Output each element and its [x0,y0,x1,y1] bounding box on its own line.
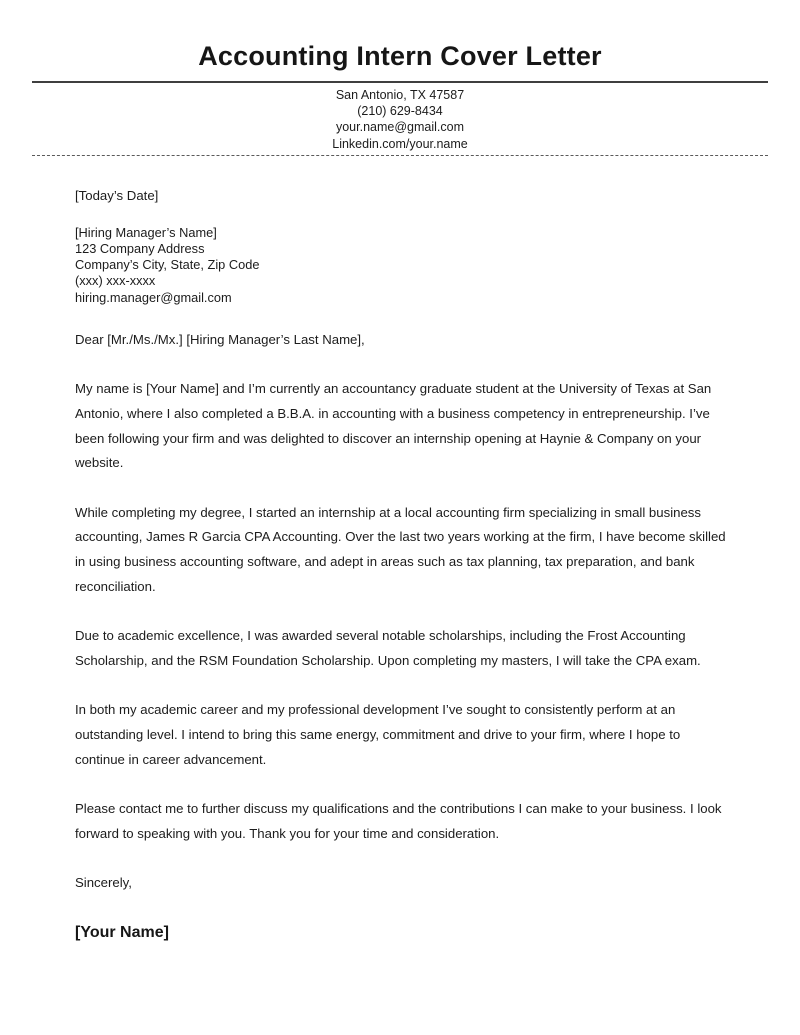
letter-body [75,187,728,943]
contact-linkedin: Linkedin.com/your.name [332,136,468,151]
page-title: Accounting Intern Cover Letter [198,41,602,71]
recipient-name: [Hiring Manager’s Name] [75,224,217,240]
paragraph-introduction: My name is [Your Name] and I’m currently an accountancy graduate student at the University of Texas at San Antonio, where I also completed a B.B.A. in accounting with a business competency in entrepreneurship. I’ve been following your firm and was delighted to discover an internship opening at Haynie & Company on your website. [75,381,712,471]
paragraph-experience: While completing my degree, I started an internship at a local accounting firm specializing in small business accounting, James R Garcia CPA Accounting. Over the last two years working at the firm, I have become skilled in using business accounting software, and adept in areas such as tax planning, tax preparation, and bank reconciliation. [75,504,726,594]
recipient-phone: (xxx) xxx-xxxx [75,273,156,289]
date-placeholder: [Today’s Date] [75,187,159,203]
recipient-street-address: 123 Company Address [75,241,205,257]
contact-phone: (210) 629-8434 [357,104,443,119]
salutation: Dear [Mr./Ms./Mx.] [Hiring Manager’s Last Name], [75,331,365,347]
contact-block [0,83,800,152]
header-dashed-divider [32,155,768,156]
recipient-city-state-zip: Company’s City, State, Zip Code [75,257,260,273]
paragraph-scholarships: Due to academic excellence, I was awarded several notable scholarships, including the Frost Accounting Scholarship, and the RSM Foundation Scholarship. Upon completing my masters, I will take the CPA exam. [75,628,701,668]
paragraph-motivation: In both my academic career and my professional development I’ve sought to consistently perform at an outstanding level. I intend to bring this same energy, commitment and drive to your firm, where I hope to continue in career advancement. [75,702,681,767]
recipient-block [75,225,728,306]
signature-name-placeholder: [Your Name] [75,923,169,941]
closing-salutation: Sincerely, [75,875,132,891]
contact-email: your.name@gmail.com [335,120,464,135]
contact-location: San Antonio, TX 47587 [335,88,465,102]
recipient-email: hiring.manager@gmail.com [75,289,232,305]
paragraph-call-to-action: Please contact me to further discuss my qualifications and the contributions I can make to your business. I look forward to speaking with you. Thank you for your time and consideration. [75,801,722,841]
